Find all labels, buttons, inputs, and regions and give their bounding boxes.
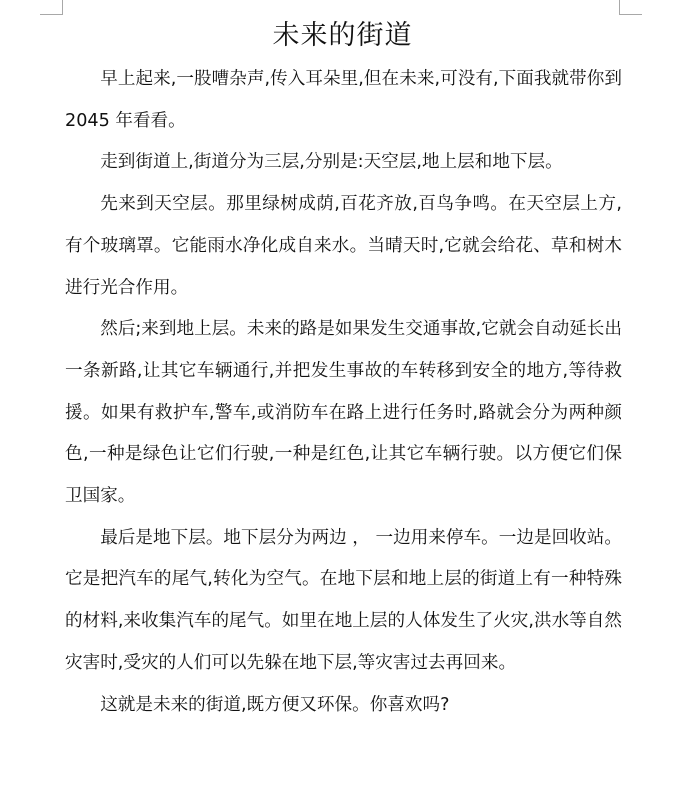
paragraph-5: 最后是地下层。地下层分为两边 ， 一边用来停车。一边是回收站。它是把汽车的尾气,转化为空气。在地下层和地上层的街道上有一种特殊的材料,来收集汽车的尾气。如里在地上层的人体发生了火灾,洪水等自然灾害时,受灾的人们可以先躲在地下层,等灾害过去再回来。	[65, 527, 622, 673]
margin-mark-top-right	[619, 0, 642, 15]
paragraph-1: 早上起来,一股嘈杂声,传入耳朵里,但在未来,可没有,下面我就带你到 2045 年看看。	[65, 69, 622, 131]
paragraph-6: 这就是未来的街道,既方便又环保。你喜欢吗?	[100, 694, 450, 715]
paragraph-3: 先来到天空层。那里绿树成荫,百花齐放,百鸟争鸣。在天空层上方,有个玻璃罩。它能雨水净化成自来水。当晴天时,它就会给花、草和树木进行光合作用。	[65, 194, 622, 298]
paragraph-2: 走到街道上,街道分为三层,分别是:天空层,地上层和地下层。	[100, 152, 563, 173]
paragraph-4: 然后;来到地上层。未来的路是如果发生交通事故,它就会自动延长出一条新路,让其它车辆通行,并把发生事故的车转移到安全的地方,等待救援。如果有救护车,警车,或消防车在路上进行任务时,路就会分为两种颜色,一种是绿色让它们行驶,一种是红色,让其它车辆行驶。以方便它们保卫国家。	[65, 319, 622, 507]
margin-mark-top-left	[40, 0, 63, 15]
document-body	[65, 59, 622, 726]
document-title: 未来的街道	[272, 20, 413, 51]
